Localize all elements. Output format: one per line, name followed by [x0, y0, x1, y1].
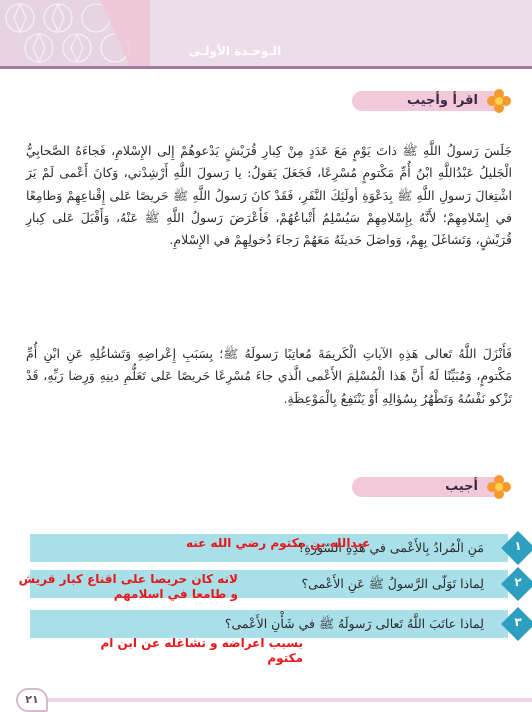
page-header: [0, 0, 532, 66]
section-tab-bar: [352, 477, 502, 497]
question-number: ٣: [514, 615, 522, 629]
flower-icon: [486, 88, 512, 114]
unit-title: الـوحـدة الأولـى: [188, 44, 282, 58]
answer-line: و طامعا في اسلامهم: [113, 587, 238, 601]
answer-text[interactable]: [18, 572, 238, 602]
answer-text[interactable]: [98, 636, 303, 666]
story-paragraph-1: جَلَسَ رَسولُ اللَّهِ ﷺ ذاتَ يَوْمٍ مَعَ عَدَدٍ مِنْ كِبارِ قُرَيْشٍ يَدْعوهُمْ إِلى الإِسْلامِ، فَجاءَهُ الصَّحابِيُّ الْجَليلُ عَبْدُاللَّهِ ابْنُ أُمِّ مَكْتومٍ مُسْرِعًا، فَجَعَلَ يَقولُ: يا رَسولَ اللَّهِ أَرْشِدْني، وَكانَ أَعْمى لَمْ يَرَ اشْتِغالَ رَسولِ اللَّهِ ﷺ بِدَعْوَةِ أولَئِكَ النَّفَرِ، فَقَدْ كانَ رَسولُ اللَّهِ ﷺ حَريصًا عَلى إِقْناعِهِمْ وَطامِعًا في إِسْلامِهِمْ؛ لأَنَّهُ بِإِسْلامِهِمْ سَيُسْلِمُ أَتْباعُهُمْ، فَأَعْرَضَ رَسولُ اللَّهِ ﷺ عَنْهُ، وَأَقْبَلَ عَلى كِبارِ قُرَيْشٍ، وَتَشاغَلَ بِهِمْ، وَواصَلَ حَديثَهُ مَعَهُمْ رَجاءَ دُخولِهِمْ في الإِسْلامِ.: [26, 143, 512, 248]
decorative-pattern-icon: [0, 0, 150, 66]
question-number: ٢: [514, 575, 522, 589]
header-divider: [0, 66, 532, 69]
answer-line: مكتوم: [267, 651, 303, 665]
question-text: لِماذا تَوَلّى الرَّسولُ ﷺ عَنِ الأَعْمى؟: [301, 576, 484, 591]
question-text: مَنِ الْمُرادُ بِالأَعْمى في هَذِهِ السّورَةِ؟: [297, 540, 484, 555]
page-number: ٢١: [16, 688, 48, 712]
section-tab-read-and-answer: [352, 88, 502, 114]
flower-icon: [486, 474, 512, 500]
story-paragraph-2: فَأَنْزَلَ اللَّهُ تَعالى هَذِهِ الآياتِ الْكَريمَةَ مُعاتِبًا رَسولَهُ ﷺ؛ بِسَبَبِ إِعْراضِهِ وَتَشاغُلِهِ عَنِ ابْنِ أُمِّ مَكْتومٍ، وَمُبَيِّنًا لَهُ أَنَّ هَذا الْمُسْلِمَ الأَعْمى الَّذي جاءَ مُسْرِعًا حَريصًا عَلى تَعَلُّمِ دينِهِ وَرِضا رَبِّهِ، قَدْ تَزْكو نَفْسُهُ وَتَطْهُرُ بِسُؤالِهِ أَوْ يَنْتَفِعُ بِالْمَوْعِظَةِ.: [26, 346, 512, 406]
answer-text[interactable]: عبدالله بن مكتوم رضي الله عنه: [186, 536, 371, 550]
answer-line: لانه كان حريصا على اقناع كبار قريش: [18, 572, 238, 586]
section-title: اقرأ وأجيب: [406, 93, 478, 108]
question-number: ١: [514, 539, 522, 553]
footer-divider: [32, 698, 532, 702]
section-title: أجيب: [445, 479, 478, 494]
answer-line: بسبب اعراضه و تشاغله عن ابن ام: [100, 636, 303, 650]
question-text: لِماذا عاتَبَ اللَّهُ تَعالى رَسولَهُ ﷺ في شَأْنِ الأَعْمى؟: [224, 616, 484, 631]
section-tab-answer: [352, 474, 502, 500]
question-row[interactable]: [30, 610, 522, 638]
